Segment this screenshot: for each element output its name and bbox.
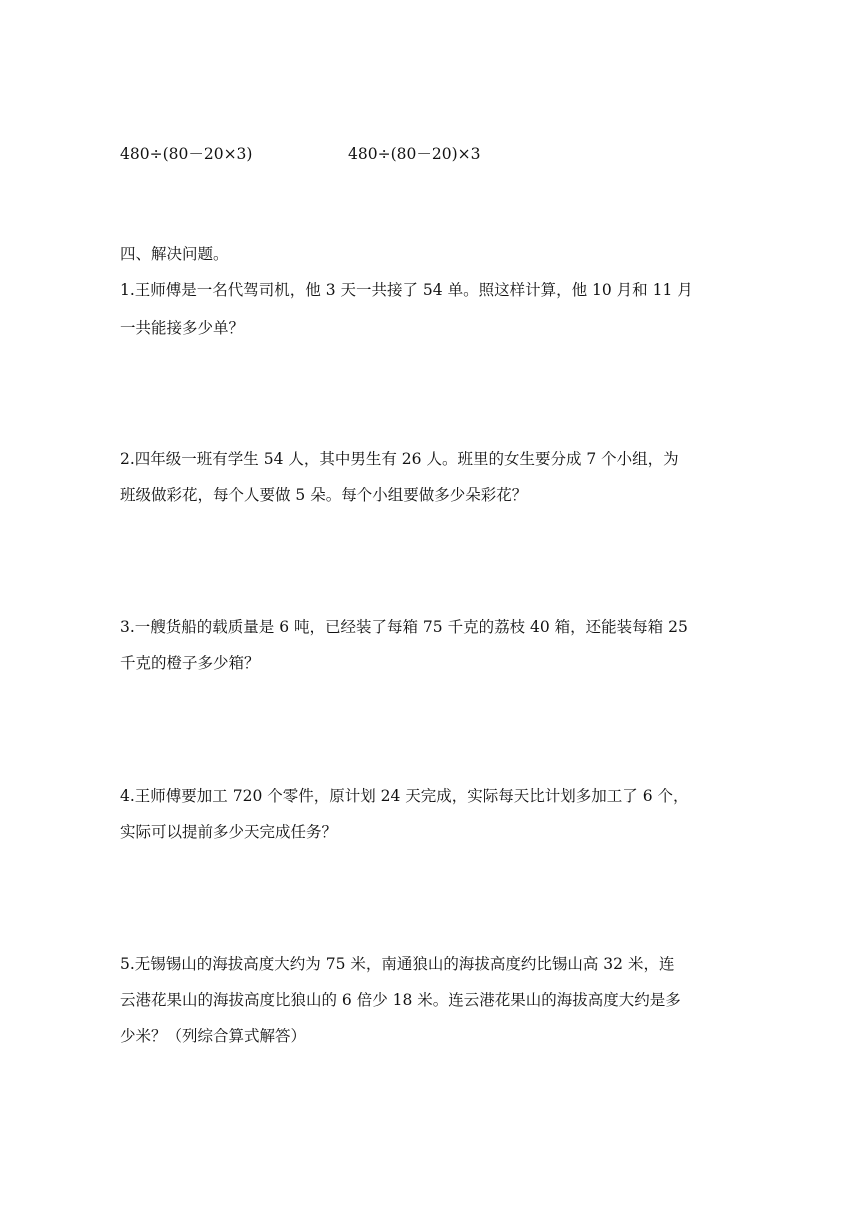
question-5-line-2: 云港花果山的海拔高度比狼山的 6 倍少 18 米。连云港花果山的海拔高度大约是多 — [120, 991, 681, 1009]
question-3-line-2: 千克的橙子多少箱？ — [120, 654, 260, 672]
expression-right: 480÷(80－20)×3 — [348, 145, 481, 163]
expression-left: 480÷(80－20×3) — [120, 145, 253, 163]
question-3-line-1: 3.一艘货船的载质量是 6 吨，已经装了每箱 75 千克的荔枝 40 箱，还能装每箱 25 — [120, 618, 688, 636]
section-title: 四、解决问题。 — [120, 245, 229, 263]
question-2-line-1: 2.四年级一班有学生 54 人，其中男生有 26 人。班里的女生要分成 7 个小组，为 — [120, 450, 679, 468]
question-1-line-2: 一共能接多少单？ — [120, 319, 245, 337]
question-5-line-1: 5.无锡锡山的海拔高度大约为 75 米，南通狼山的海拔高度约比锡山高 32 米，连 — [120, 955, 675, 973]
question-1-line-1: 1.王师傅是一名代驾司机，他 3 天一共接了 54 单。照这样计算，他 10 月和 11 月 — [120, 281, 693, 299]
question-4-line-1: 4.王师傅要加工 720 个零件，原计划 24 天完成，实际每天比计划多加工了 6 个， — [120, 787, 689, 805]
question-2-line-2: 班级做彩花，每个人要做 5 朵。每个小组要做多少朵彩花？ — [120, 486, 528, 504]
question-5-line-3: 少米？（列综合算式解答） — [120, 1027, 307, 1045]
question-4-line-2: 实际可以提前多少天完成任务？ — [120, 823, 338, 841]
